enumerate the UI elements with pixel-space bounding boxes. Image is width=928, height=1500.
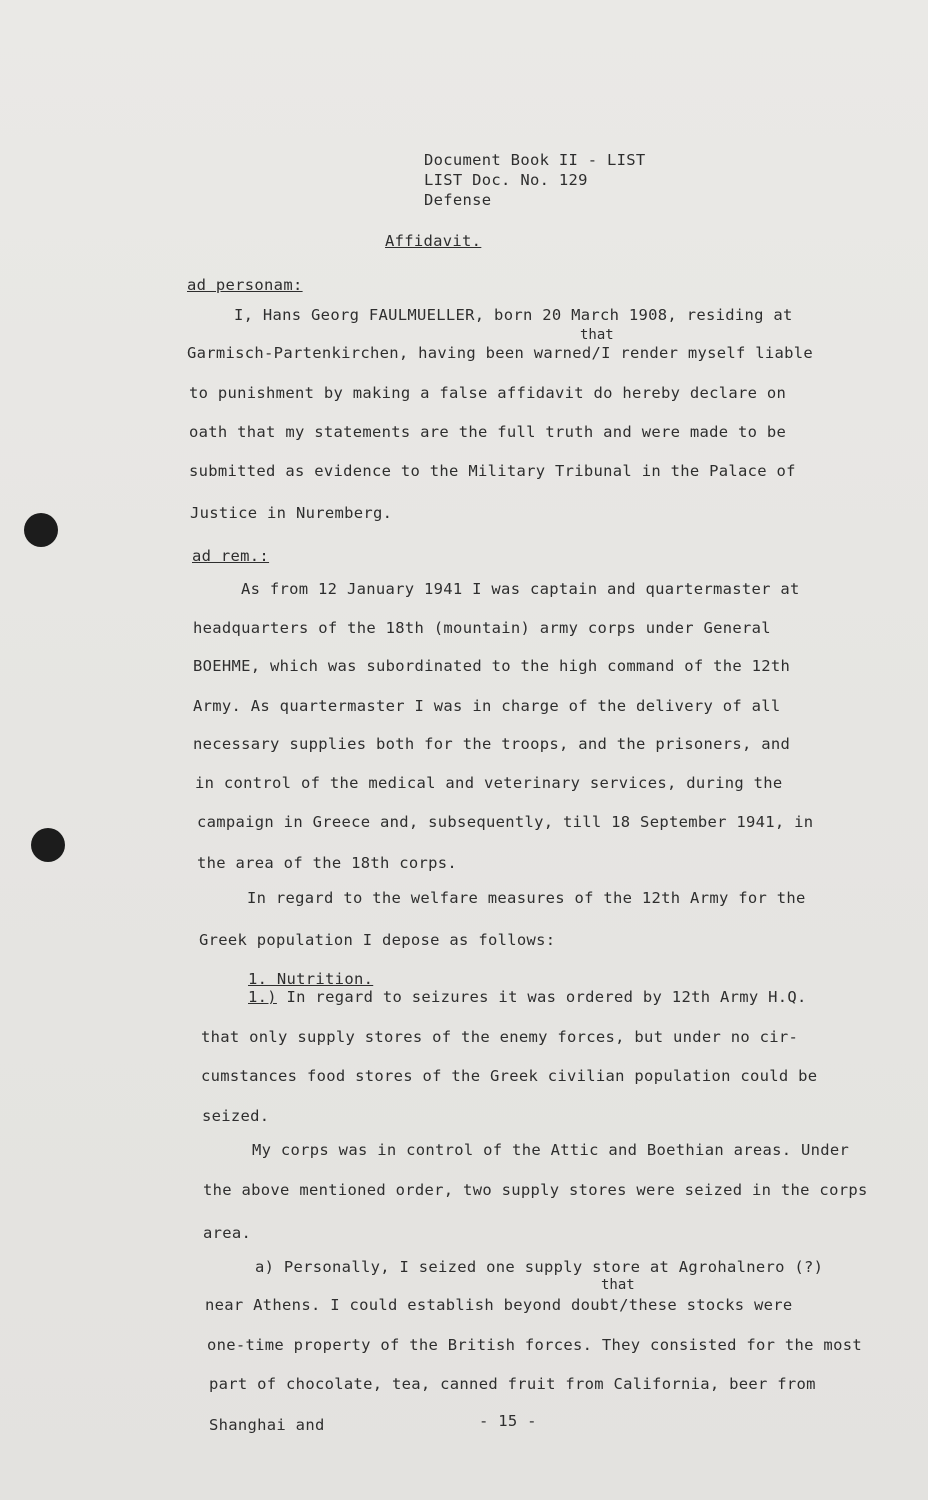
text-line: I, Hans Georg FAULMUELLER, born 20 March 1908, residing at	[234, 306, 793, 324]
text-line: the area of the 18th corps.	[197, 854, 458, 872]
text-line: BOEHME, which was subordinated to the high command of the 12th	[193, 657, 791, 675]
text-line: necessary supplies both for the troops, and the prisoners, and	[193, 735, 791, 753]
punch-hole-lower	[31, 828, 65, 862]
text-line: a) Personally, I seized one supply store at Agrohalnero (?)	[255, 1258, 824, 1276]
ad-rem-heading: ad rem.:	[192, 547, 270, 565]
nutrition-heading: 1. Nutrition.	[248, 970, 374, 988]
text-line: area.	[203, 1224, 252, 1242]
text-line: near Athens. I could establish beyond doubt/these stocks were	[205, 1296, 793, 1314]
text-line: cumstances food stores of the Greek civilian population could be	[201, 1067, 818, 1085]
text-line: Army. As quartermaster I was in charge of the delivery of all	[193, 697, 781, 715]
item-1-first-line	[248, 987, 807, 1007]
text-line: oath that my statements are the full truth and were made to be	[189, 423, 787, 441]
page-number: - 15 -	[479, 1412, 537, 1430]
ad-personam-heading: ad personam:	[187, 276, 303, 294]
text-line: submitted as evidence to the Military Tribunal in the Palace of	[189, 462, 796, 480]
text-line: Shanghai and	[209, 1416, 325, 1434]
punch-hole-upper	[24, 513, 58, 547]
item-1-label: 1.)	[248, 988, 277, 1006]
item-1-text: In regard to seizures it was ordered by 12th Army H.Q.	[276, 988, 807, 1006]
text-line: campaign in Greece and, subsequently, till 18 September 1941, in	[197, 813, 814, 831]
text-line: My corps was in control of the Attic and Boethian areas. Under	[252, 1141, 850, 1159]
header-line-1: Document Book II - LIST	[424, 151, 646, 169]
text-line: Justice in Nuremberg.	[190, 504, 393, 522]
interlinear-insert: that	[601, 1277, 635, 1293]
text-line: part of chocolate, tea, canned fruit from California, beer from	[209, 1375, 816, 1393]
header-line-2: LIST Doc. No. 129	[424, 171, 588, 189]
text-line: the above mentioned order, two supply stores were seized in the corps	[203, 1181, 868, 1199]
document-title: Affidavit.	[385, 232, 482, 250]
text-line: In regard to the welfare measures of the 12th Army for the	[247, 889, 806, 907]
text-line: Greek population I depose as follows:	[199, 931, 556, 949]
text-line: in control of the medical and veterinary services, during the	[195, 774, 783, 792]
interlinear-insert: that	[580, 327, 614, 343]
text-line: Garmisch-Partenkirchen, having been warned/I render myself liable	[187, 344, 814, 362]
text-line: that only supply stores of the enemy forces, but under no cir-	[201, 1028, 799, 1046]
text-line: headquarters of the 18th (mountain) army corps under General	[193, 619, 771, 637]
header-line-3: Defense	[424, 191, 492, 209]
text-line: seized.	[202, 1107, 270, 1125]
text-line: to punishment by making a false affidavit do hereby declare on	[189, 384, 787, 402]
text-line: As from 12 January 1941 I was captain and quartermaster at	[241, 580, 800, 598]
text-line: one-time property of the British forces. They consisted for the most	[207, 1336, 862, 1354]
